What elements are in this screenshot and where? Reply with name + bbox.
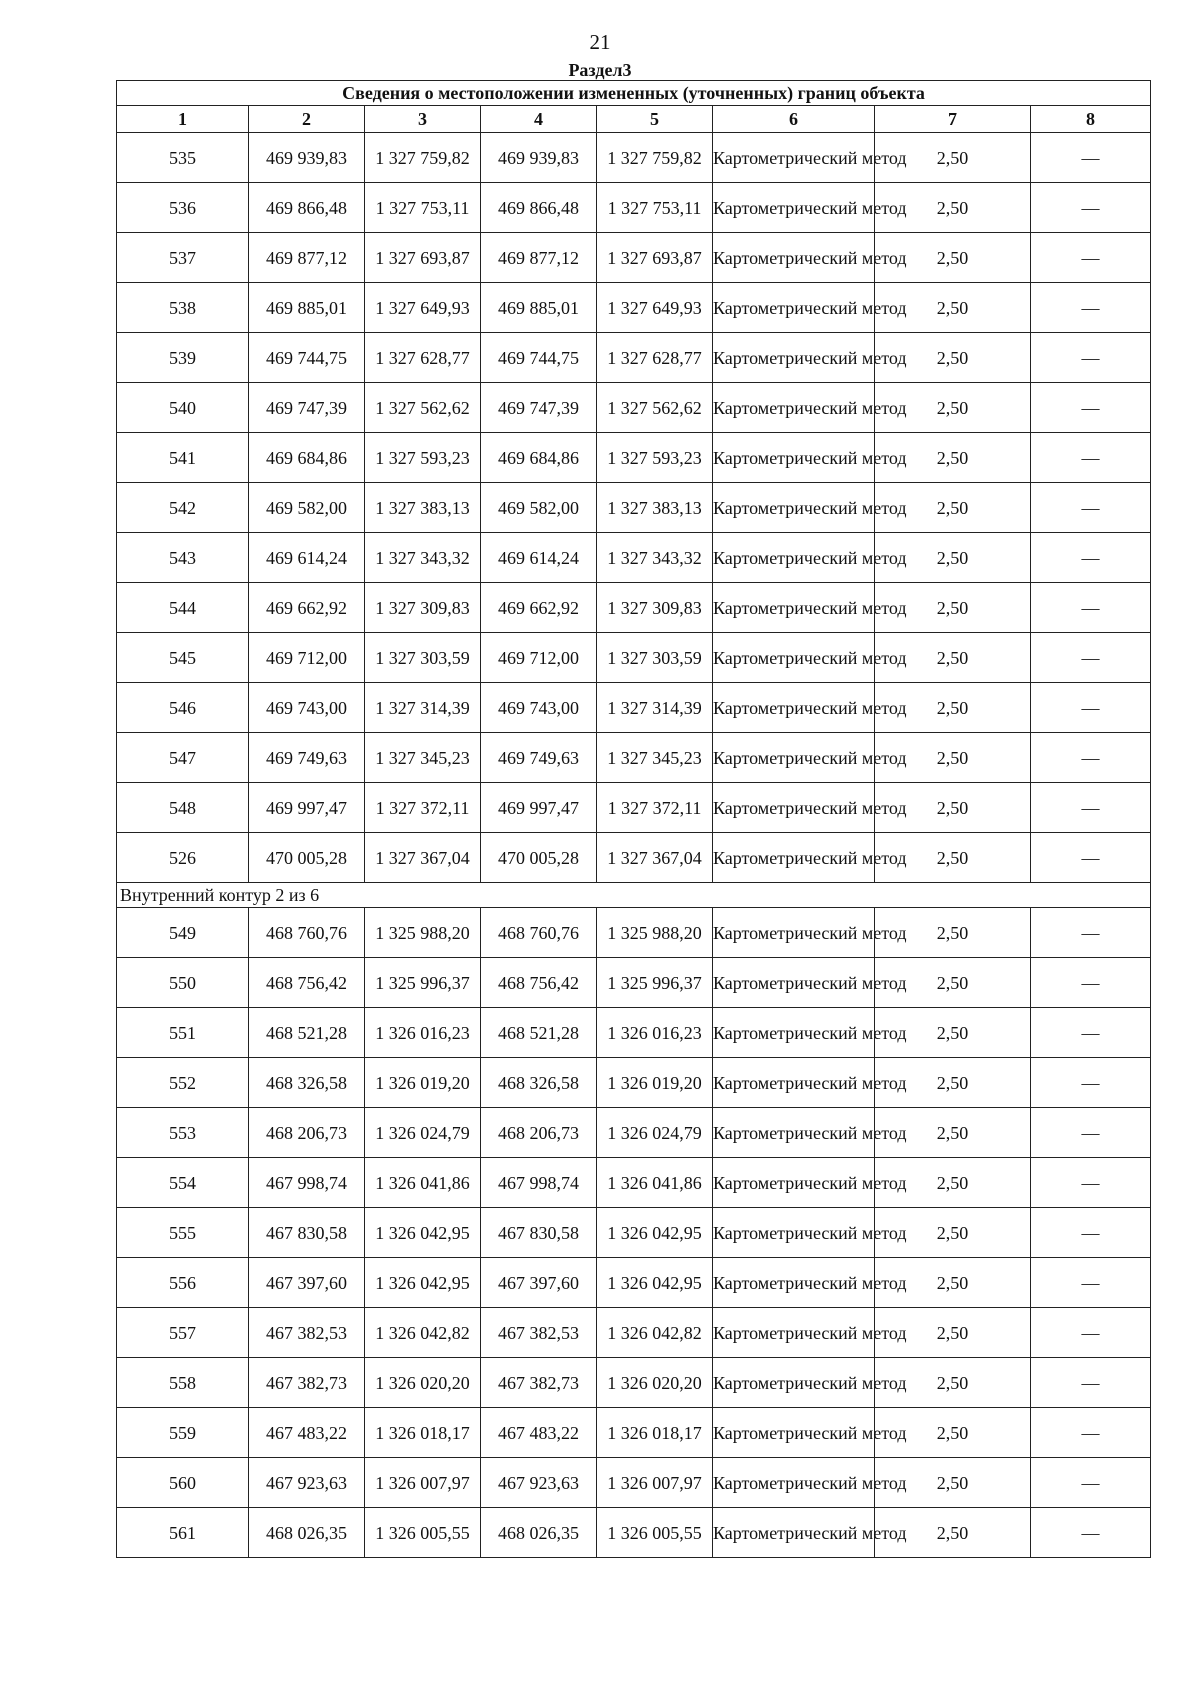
method-cell: Картометрический метод: [713, 683, 875, 733]
table-row: [117, 183, 1151, 233]
x-new-cell: 467 382,73: [481, 1358, 597, 1408]
x-new-cell: 468 760,76: [481, 908, 597, 958]
point-number-cell: 556: [117, 1258, 249, 1308]
y-new-cell: 1 326 019,20: [597, 1058, 713, 1108]
point-number-cell: 561: [117, 1508, 249, 1558]
point-number-cell: 554: [117, 1158, 249, 1208]
accuracy-cell: 2,50: [875, 1358, 1031, 1408]
x-old-cell: 468 326,58: [249, 1058, 365, 1108]
description-cell: —: [1031, 958, 1151, 1008]
y-new-cell: 1 327 593,23: [597, 433, 713, 483]
accuracy-cell: 2,50: [875, 1008, 1031, 1058]
method-cell: Картометрический метод: [713, 633, 875, 683]
method-cell: Картометрический метод: [713, 1308, 875, 1358]
accuracy-cell: 2,50: [875, 383, 1031, 433]
accuracy-cell: 2,50: [875, 533, 1031, 583]
x-old-cell: 469 747,39: [249, 383, 365, 433]
x-new-cell: 469 885,01: [481, 283, 597, 333]
x-new-cell: 467 830,58: [481, 1208, 597, 1258]
x-new-cell: 469 747,39: [481, 383, 597, 433]
table-row: [117, 233, 1151, 283]
y-old-cell: 1 327 649,93: [365, 283, 481, 333]
x-old-cell: 468 760,76: [249, 908, 365, 958]
y-old-cell: 1 327 343,32: [365, 533, 481, 583]
accuracy-cell: 2,50: [875, 633, 1031, 683]
accuracy-cell: 2,50: [875, 1258, 1031, 1308]
method-cell: Картометрический метод: [713, 1408, 875, 1458]
point-number-cell: 557: [117, 1308, 249, 1358]
table-row: [117, 1058, 1151, 1108]
column-header-8: 8: [1031, 106, 1151, 133]
y-old-cell: 1 326 016,23: [365, 1008, 481, 1058]
table-row: [117, 1158, 1151, 1208]
y-new-cell: 1 327 343,32: [597, 533, 713, 583]
accuracy-cell: 2,50: [875, 483, 1031, 533]
table-row: [117, 583, 1151, 633]
method-cell: Картометрический метод: [713, 233, 875, 283]
x-old-cell: 468 756,42: [249, 958, 365, 1008]
y-new-cell: 1 327 372,11: [597, 783, 713, 833]
x-new-cell: 467 923,63: [481, 1458, 597, 1508]
y-new-cell: 1 326 042,95: [597, 1208, 713, 1258]
method-cell: Картометрический метод: [713, 1458, 875, 1508]
table-row: [117, 1008, 1151, 1058]
y-old-cell: 1 326 042,95: [365, 1258, 481, 1308]
y-new-cell: 1 326 016,23: [597, 1008, 713, 1058]
description-cell: —: [1031, 433, 1151, 483]
description-cell: —: [1031, 633, 1151, 683]
table-row: [117, 783, 1151, 833]
accuracy-cell: 2,50: [875, 333, 1031, 383]
y-new-cell: 1 327 314,39: [597, 683, 713, 733]
description-cell: —: [1031, 183, 1151, 233]
description-cell: —: [1031, 483, 1151, 533]
y-new-cell: 1 326 042,82: [597, 1308, 713, 1358]
point-number-cell: 540: [117, 383, 249, 433]
x-new-cell: 469 743,00: [481, 683, 597, 733]
x-new-cell: 469 712,00: [481, 633, 597, 683]
description-cell: —: [1031, 533, 1151, 583]
description-cell: —: [1031, 908, 1151, 958]
accuracy-cell: 2,50: [875, 583, 1031, 633]
y-new-cell: 1 326 020,20: [597, 1358, 713, 1408]
table-body: [117, 133, 1151, 1558]
accuracy-cell: 2,50: [875, 1158, 1031, 1208]
x-new-cell: 469 614,24: [481, 533, 597, 583]
table-row: [117, 1458, 1151, 1508]
point-number-cell: 549: [117, 908, 249, 958]
method-cell: Картометрический метод: [713, 908, 875, 958]
method-cell: Картометрический метод: [713, 333, 875, 383]
column-header-6: 6: [713, 106, 875, 133]
description-cell: —: [1031, 683, 1151, 733]
y-old-cell: 1 327 367,04: [365, 833, 481, 883]
x-old-cell: 469 866,48: [249, 183, 365, 233]
x-old-cell: 469 939,83: [249, 133, 365, 183]
y-old-cell: 1 327 759,82: [365, 133, 481, 183]
x-old-cell: 467 483,22: [249, 1408, 365, 1458]
x-new-cell: 469 749,63: [481, 733, 597, 783]
method-cell: Картометрический метод: [713, 383, 875, 433]
y-new-cell: 1 326 042,95: [597, 1258, 713, 1308]
point-number-cell: 548: [117, 783, 249, 833]
method-cell: Картометрический метод: [713, 1058, 875, 1108]
table-row: [117, 833, 1151, 883]
y-new-cell: 1 327 753,11: [597, 183, 713, 233]
point-number-cell: 552: [117, 1058, 249, 1108]
y-old-cell: 1 327 372,11: [365, 783, 481, 833]
point-number-cell: 541: [117, 433, 249, 483]
x-new-cell: 469 866,48: [481, 183, 597, 233]
x-old-cell: 467 382,53: [249, 1308, 365, 1358]
x-new-cell: 469 744,75: [481, 333, 597, 383]
method-cell: Картометрический метод: [713, 833, 875, 883]
x-new-cell: 468 521,28: [481, 1008, 597, 1058]
point-number-cell: 553: [117, 1108, 249, 1158]
description-cell: —: [1031, 1508, 1151, 1558]
table-row: [117, 533, 1151, 583]
description-cell: —: [1031, 1308, 1151, 1358]
x-old-cell: 468 521,28: [249, 1008, 365, 1058]
column-header-1: 1: [117, 106, 249, 133]
y-old-cell: 1 327 309,83: [365, 583, 481, 633]
table-row: [117, 1208, 1151, 1258]
y-new-cell: 1 325 996,37: [597, 958, 713, 1008]
accuracy-cell: 2,50: [875, 833, 1031, 883]
column-header-row: [117, 106, 1151, 133]
y-old-cell: 1 325 996,37: [365, 958, 481, 1008]
description-cell: —: [1031, 1008, 1151, 1058]
point-number-cell: 536: [117, 183, 249, 233]
table-row: [117, 1308, 1151, 1358]
x-old-cell: 469 662,92: [249, 583, 365, 633]
accuracy-cell: 2,50: [875, 783, 1031, 833]
y-new-cell: 1 327 345,23: [597, 733, 713, 783]
y-old-cell: 1 327 593,23: [365, 433, 481, 483]
description-cell: —: [1031, 283, 1151, 333]
accuracy-cell: 2,50: [875, 283, 1031, 333]
x-new-cell: 469 939,83: [481, 133, 597, 183]
point-number-cell: 526: [117, 833, 249, 883]
x-old-cell: 469 885,01: [249, 283, 365, 333]
accuracy-cell: 2,50: [875, 1458, 1031, 1508]
description-cell: —: [1031, 1058, 1151, 1108]
x-old-cell: 469 712,00: [249, 633, 365, 683]
table-caption: Сведения о местоположении измененных (уточненных) границ объекта: [117, 81, 1151, 106]
y-old-cell: 1 327 693,87: [365, 233, 481, 283]
method-cell: Картометрический метод: [713, 1208, 875, 1258]
method-cell: Картометрический метод: [713, 183, 875, 233]
x-old-cell: 469 744,75: [249, 333, 365, 383]
table-row: [117, 908, 1151, 958]
point-number-cell: 555: [117, 1208, 249, 1258]
x-new-cell: 467 998,74: [481, 1158, 597, 1208]
y-old-cell: 1 326 018,17: [365, 1408, 481, 1458]
x-old-cell: 470 005,28: [249, 833, 365, 883]
x-new-cell: 470 005,28: [481, 833, 597, 883]
description-cell: —: [1031, 833, 1151, 883]
y-new-cell: 1 327 562,62: [597, 383, 713, 433]
y-old-cell: 1 327 303,59: [365, 633, 481, 683]
accuracy-cell: 2,50: [875, 433, 1031, 483]
x-old-cell: 469 997,47: [249, 783, 365, 833]
y-new-cell: 1 326 018,17: [597, 1408, 713, 1458]
table-row: [117, 433, 1151, 483]
table-row: [117, 683, 1151, 733]
accuracy-cell: 2,50: [875, 1308, 1031, 1358]
y-old-cell: 1 326 005,55: [365, 1508, 481, 1558]
accuracy-cell: 2,50: [875, 908, 1031, 958]
method-cell: Картометрический метод: [713, 1108, 875, 1158]
y-old-cell: 1 327 345,23: [365, 733, 481, 783]
description-cell: —: [1031, 783, 1151, 833]
method-cell: Картометрический метод: [713, 1358, 875, 1408]
y-new-cell: 1 327 649,93: [597, 283, 713, 333]
point-number-cell: 560: [117, 1458, 249, 1508]
description-cell: —: [1031, 233, 1151, 283]
table-row: [117, 483, 1151, 533]
y-old-cell: 1 327 562,62: [365, 383, 481, 433]
point-number-cell: 559: [117, 1408, 249, 1458]
accuracy-cell: 2,50: [875, 183, 1031, 233]
y-old-cell: 1 327 628,77: [365, 333, 481, 383]
x-old-cell: 469 743,00: [249, 683, 365, 733]
point-number-cell: 538: [117, 283, 249, 333]
accuracy-cell: 2,50: [875, 733, 1031, 783]
x-old-cell: 467 830,58: [249, 1208, 365, 1258]
table-row: [117, 283, 1151, 333]
contour-label: Внутренний контур 2 из 6: [117, 883, 1151, 908]
y-old-cell: 1 327 314,39: [365, 683, 481, 733]
accuracy-cell: 2,50: [875, 1058, 1031, 1108]
y-old-cell: 1 326 042,95: [365, 1208, 481, 1258]
accuracy-cell: 2,50: [875, 1208, 1031, 1258]
column-header-4: 4: [481, 106, 597, 133]
x-old-cell: 469 614,24: [249, 533, 365, 583]
table-row: [117, 1508, 1151, 1558]
method-cell: Картометрический метод: [713, 783, 875, 833]
x-old-cell: 469 877,12: [249, 233, 365, 283]
y-old-cell: 1 326 042,82: [365, 1308, 481, 1358]
y-new-cell: 1 325 988,20: [597, 908, 713, 958]
accuracy-cell: 2,50: [875, 133, 1031, 183]
table-row: [117, 1258, 1151, 1308]
x-new-cell: 467 382,53: [481, 1308, 597, 1358]
point-number-cell: 551: [117, 1008, 249, 1058]
x-new-cell: 469 877,12: [481, 233, 597, 283]
x-old-cell: 467 382,73: [249, 1358, 365, 1408]
y-new-cell: 1 327 367,04: [597, 833, 713, 883]
section-title: Раздел3: [568, 60, 632, 80]
x-new-cell: 468 026,35: [481, 1508, 597, 1558]
point-number-cell: 535: [117, 133, 249, 183]
description-cell: —: [1031, 1208, 1151, 1258]
x-new-cell: 469 662,92: [481, 583, 597, 633]
y-new-cell: 1 327 693,87: [597, 233, 713, 283]
method-cell: Картометрический метод: [713, 283, 875, 333]
x-new-cell: 468 326,58: [481, 1058, 597, 1108]
y-old-cell: 1 327 753,11: [365, 183, 481, 233]
y-old-cell: 1 325 988,20: [365, 908, 481, 958]
point-number-cell: 544: [117, 583, 249, 633]
y-old-cell: 1 326 041,86: [365, 1158, 481, 1208]
description-cell: —: [1031, 133, 1151, 183]
y-old-cell: 1 326 007,97: [365, 1458, 481, 1508]
accuracy-cell: 2,50: [875, 1508, 1031, 1558]
x-old-cell: 468 026,35: [249, 1508, 365, 1558]
table-row: [117, 333, 1151, 383]
description-cell: —: [1031, 733, 1151, 783]
y-new-cell: 1 327 309,83: [597, 583, 713, 633]
y-old-cell: 1 326 020,20: [365, 1358, 481, 1408]
x-new-cell: 467 483,22: [481, 1408, 597, 1458]
point-number-cell: 543: [117, 533, 249, 583]
method-cell: Картометрический метод: [713, 1008, 875, 1058]
method-cell: Картометрический метод: [713, 483, 875, 533]
column-header-2: 2: [249, 106, 365, 133]
table-row: [117, 383, 1151, 433]
x-old-cell: 467 923,63: [249, 1458, 365, 1508]
page-number: 21: [589, 30, 611, 54]
x-new-cell: 468 206,73: [481, 1108, 597, 1158]
accuracy-cell: 2,50: [875, 958, 1031, 1008]
x-old-cell: 469 684,86: [249, 433, 365, 483]
x-new-cell: 469 582,00: [481, 483, 597, 533]
method-cell: Картометрический метод: [713, 1508, 875, 1558]
description-cell: —: [1031, 1458, 1151, 1508]
method-cell: Картометрический метод: [713, 958, 875, 1008]
table-row: [117, 633, 1151, 683]
method-cell: Картометрический метод: [713, 733, 875, 783]
x-new-cell: 468 756,42: [481, 958, 597, 1008]
point-number-cell: 546: [117, 683, 249, 733]
x-old-cell: 468 206,73: [249, 1108, 365, 1158]
x-old-cell: 469 582,00: [249, 483, 365, 533]
x-old-cell: 467 998,74: [249, 1158, 365, 1208]
method-cell: Картометрический метод: [713, 583, 875, 633]
point-number-cell: 539: [117, 333, 249, 383]
point-number-cell: 550: [117, 958, 249, 1008]
y-old-cell: 1 327 383,13: [365, 483, 481, 533]
x-old-cell: 469 749,63: [249, 733, 365, 783]
accuracy-cell: 2,50: [875, 1108, 1031, 1158]
table-row: [117, 133, 1151, 183]
column-header-3: 3: [365, 106, 481, 133]
table-row: [117, 1108, 1151, 1158]
x-old-cell: 467 397,60: [249, 1258, 365, 1308]
description-cell: —: [1031, 1158, 1151, 1208]
y-old-cell: 1 326 024,79: [365, 1108, 481, 1158]
point-number-cell: 545: [117, 633, 249, 683]
method-cell: Картометрический метод: [713, 133, 875, 183]
x-new-cell: 469 997,47: [481, 783, 597, 833]
x-new-cell: 467 397,60: [481, 1258, 597, 1308]
y-new-cell: 1 326 041,86: [597, 1158, 713, 1208]
method-cell: Картометрический метод: [713, 1258, 875, 1308]
method-cell: Картометрический метод: [713, 1158, 875, 1208]
table-row: [117, 1408, 1151, 1458]
y-new-cell: 1 327 383,13: [597, 483, 713, 533]
accuracy-cell: 2,50: [875, 683, 1031, 733]
y-new-cell: 1 327 759,82: [597, 133, 713, 183]
point-number-cell: 537: [117, 233, 249, 283]
point-number-cell: 547: [117, 733, 249, 783]
y-new-cell: 1 326 005,55: [597, 1508, 713, 1558]
accuracy-cell: 2,50: [875, 1408, 1031, 1458]
column-header-5: 5: [597, 106, 713, 133]
description-cell: —: [1031, 333, 1151, 383]
description-cell: —: [1031, 1108, 1151, 1158]
table-row: [117, 733, 1151, 783]
y-new-cell: 1 327 303,59: [597, 633, 713, 683]
description-cell: —: [1031, 583, 1151, 633]
table-row: [117, 1358, 1151, 1408]
description-cell: —: [1031, 1258, 1151, 1308]
column-header-7: 7: [875, 106, 1031, 133]
accuracy-cell: 2,50: [875, 233, 1031, 283]
x-new-cell: 469 684,86: [481, 433, 597, 483]
point-number-cell: 542: [117, 483, 249, 533]
y-old-cell: 1 326 019,20: [365, 1058, 481, 1108]
y-new-cell: 1 326 024,79: [597, 1108, 713, 1158]
method-cell: Картометрический метод: [713, 433, 875, 483]
coordinates-table: [116, 80, 1151, 1558]
y-new-cell: 1 327 628,77: [597, 333, 713, 383]
description-cell: —: [1031, 1358, 1151, 1408]
table-row: [117, 958, 1151, 1008]
description-cell: —: [1031, 383, 1151, 433]
y-new-cell: 1 326 007,97: [597, 1458, 713, 1508]
contour-label-row: [117, 883, 1151, 908]
description-cell: —: [1031, 1408, 1151, 1458]
method-cell: Картометрический метод: [713, 533, 875, 583]
point-number-cell: 558: [117, 1358, 249, 1408]
